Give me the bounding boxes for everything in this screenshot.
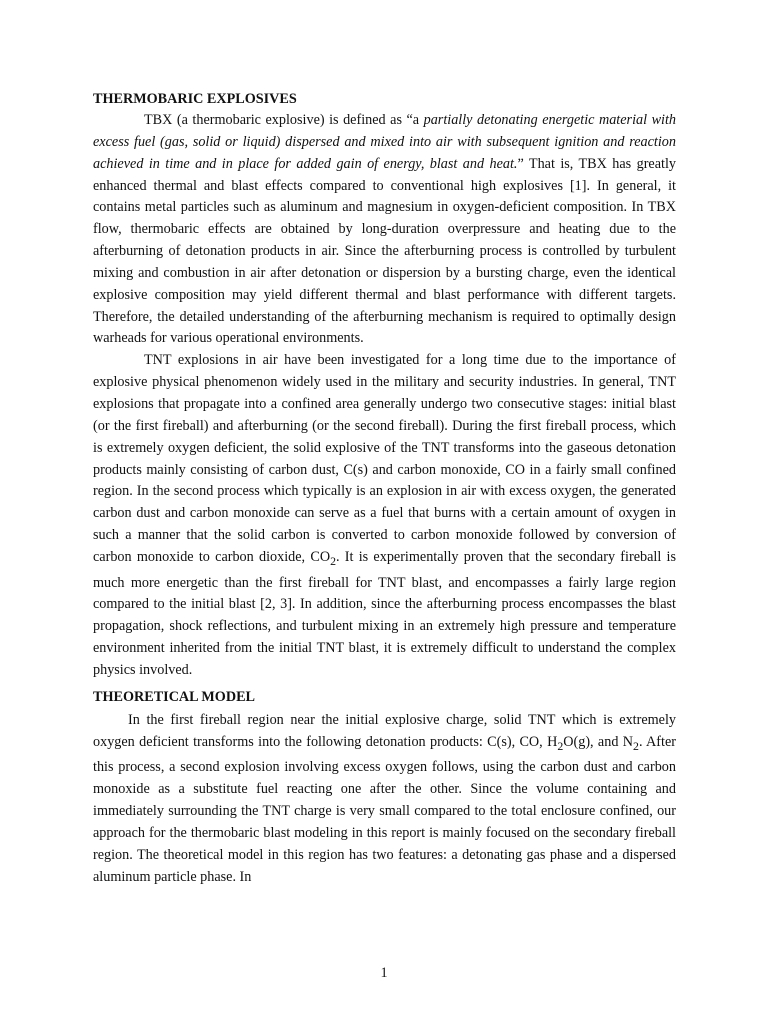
para3-subscript-2: 2 <box>633 738 639 753</box>
page-number: 1 <box>380 965 388 981</box>
para1-italic-quote: partially detonating energetic material with excess fuel (gas, solid or liquid) dispersed and mixed into air with subsequent ignition and reaction achieved in time and in place for added gain of energy, blast and heat. <box>93 112 677 172</box>
section-heading-theoretical-model: THEORETICAL MODEL <box>93 688 256 705</box>
para2-text-b: . It is experimentally proven that the secondary fireball is much more energetic than the first fireball for TNT blast, and encompasses a fairly large region compared to the initial blast [2, 3]. In addition, since the afterburning process encompasses the blast propagation, shock reflections, and turbulent mixing in an extremely high pressure and temperature environment inherited from the initial TNT blast, it is extremely difficult to understand the complex physics involved. <box>93 548 676 678</box>
para2-text-a: TNT explosions in air have been investigated for a long time due to the importance of explosive physical phenomenon widely used in the military and security industries. In general, TNT explosions that propagate into a confined area generally undergo two consecutive stages: initial blast (or the first fireball) and afterburning (or the second fireball). During the first fireball process, which is extremely oxygen deficient, the solid explosive of the TNT transforms into the gaseous detonation products mainly consisting of carbon dust, C(s) and carbon monoxide, CO in a fairly small confined region. In the second process which typically is an explosion in air with excess oxygen, the generated carbon dust and carbon monoxide can serve as a fuel that burns with a certain amount of oxygen in such a manner that the solid carbon is converted to carbon monoxide followed by conversion of carbon monoxide to carbon dioxide, CO <box>93 352 676 565</box>
page-body <box>93 88 676 888</box>
section-heading-thermobaric-explosives: THERMOBARIC EXPLOSIVES <box>93 91 297 107</box>
para3-text-b: O(g), and N <box>563 733 634 750</box>
para3-subscript-1: 2 <box>557 738 564 753</box>
paragraph-tbx-definition <box>93 110 676 350</box>
paragraph-first-fireball <box>93 710 676 889</box>
para3-text-a: In the first fireball region near the initial explosive charge, solid TNT which is extremely oxygen deficient transforms into the following detonation products: C(s), CO, H <box>93 711 676 750</box>
para2-subscript: 2 <box>330 553 336 568</box>
para1-rest: ” That is, TBX has greatly enhanced thermal and blast effects compared to conventional high explosives [1]. In general, it contains metal particles such as aluminum and magnesium in oxygen-deficient composition. In TBX flow, thermobaric effects are obtained by long-duration overpressure and heating due to the afterburning of detonation products in air. Since the afterburning process is controlled by turbulent mixing and combustion in air after detonation or dispersion by a bursting charge, even the identical explosive composition may yield different thermal and blast performance with different targets. Therefore, the detailed understanding of the afterburning mechanism is required to optimally design warheads for various operational environments. <box>93 155 676 347</box>
para1-lead: TBX (a thermobaric explosive) is defined as “a <box>144 112 424 128</box>
paragraph-tnt-explosions <box>93 350 676 681</box>
para3-text-c: . After this process, a second explosion involving excess oxygen follows, using the carbon dust and carbon monoxide as a substitute fuel reacting one after the other. Since the volume containing and immediately surrounding the TNT charge is very small compared to the total enclosure confined, our approach for the thermobaric blast modeling in this report is mainly focused on the secondary fireball region. The theoretical model in this region has two features: a detonating gas phase and a dispersed aluminum particle phase. In <box>93 733 676 885</box>
